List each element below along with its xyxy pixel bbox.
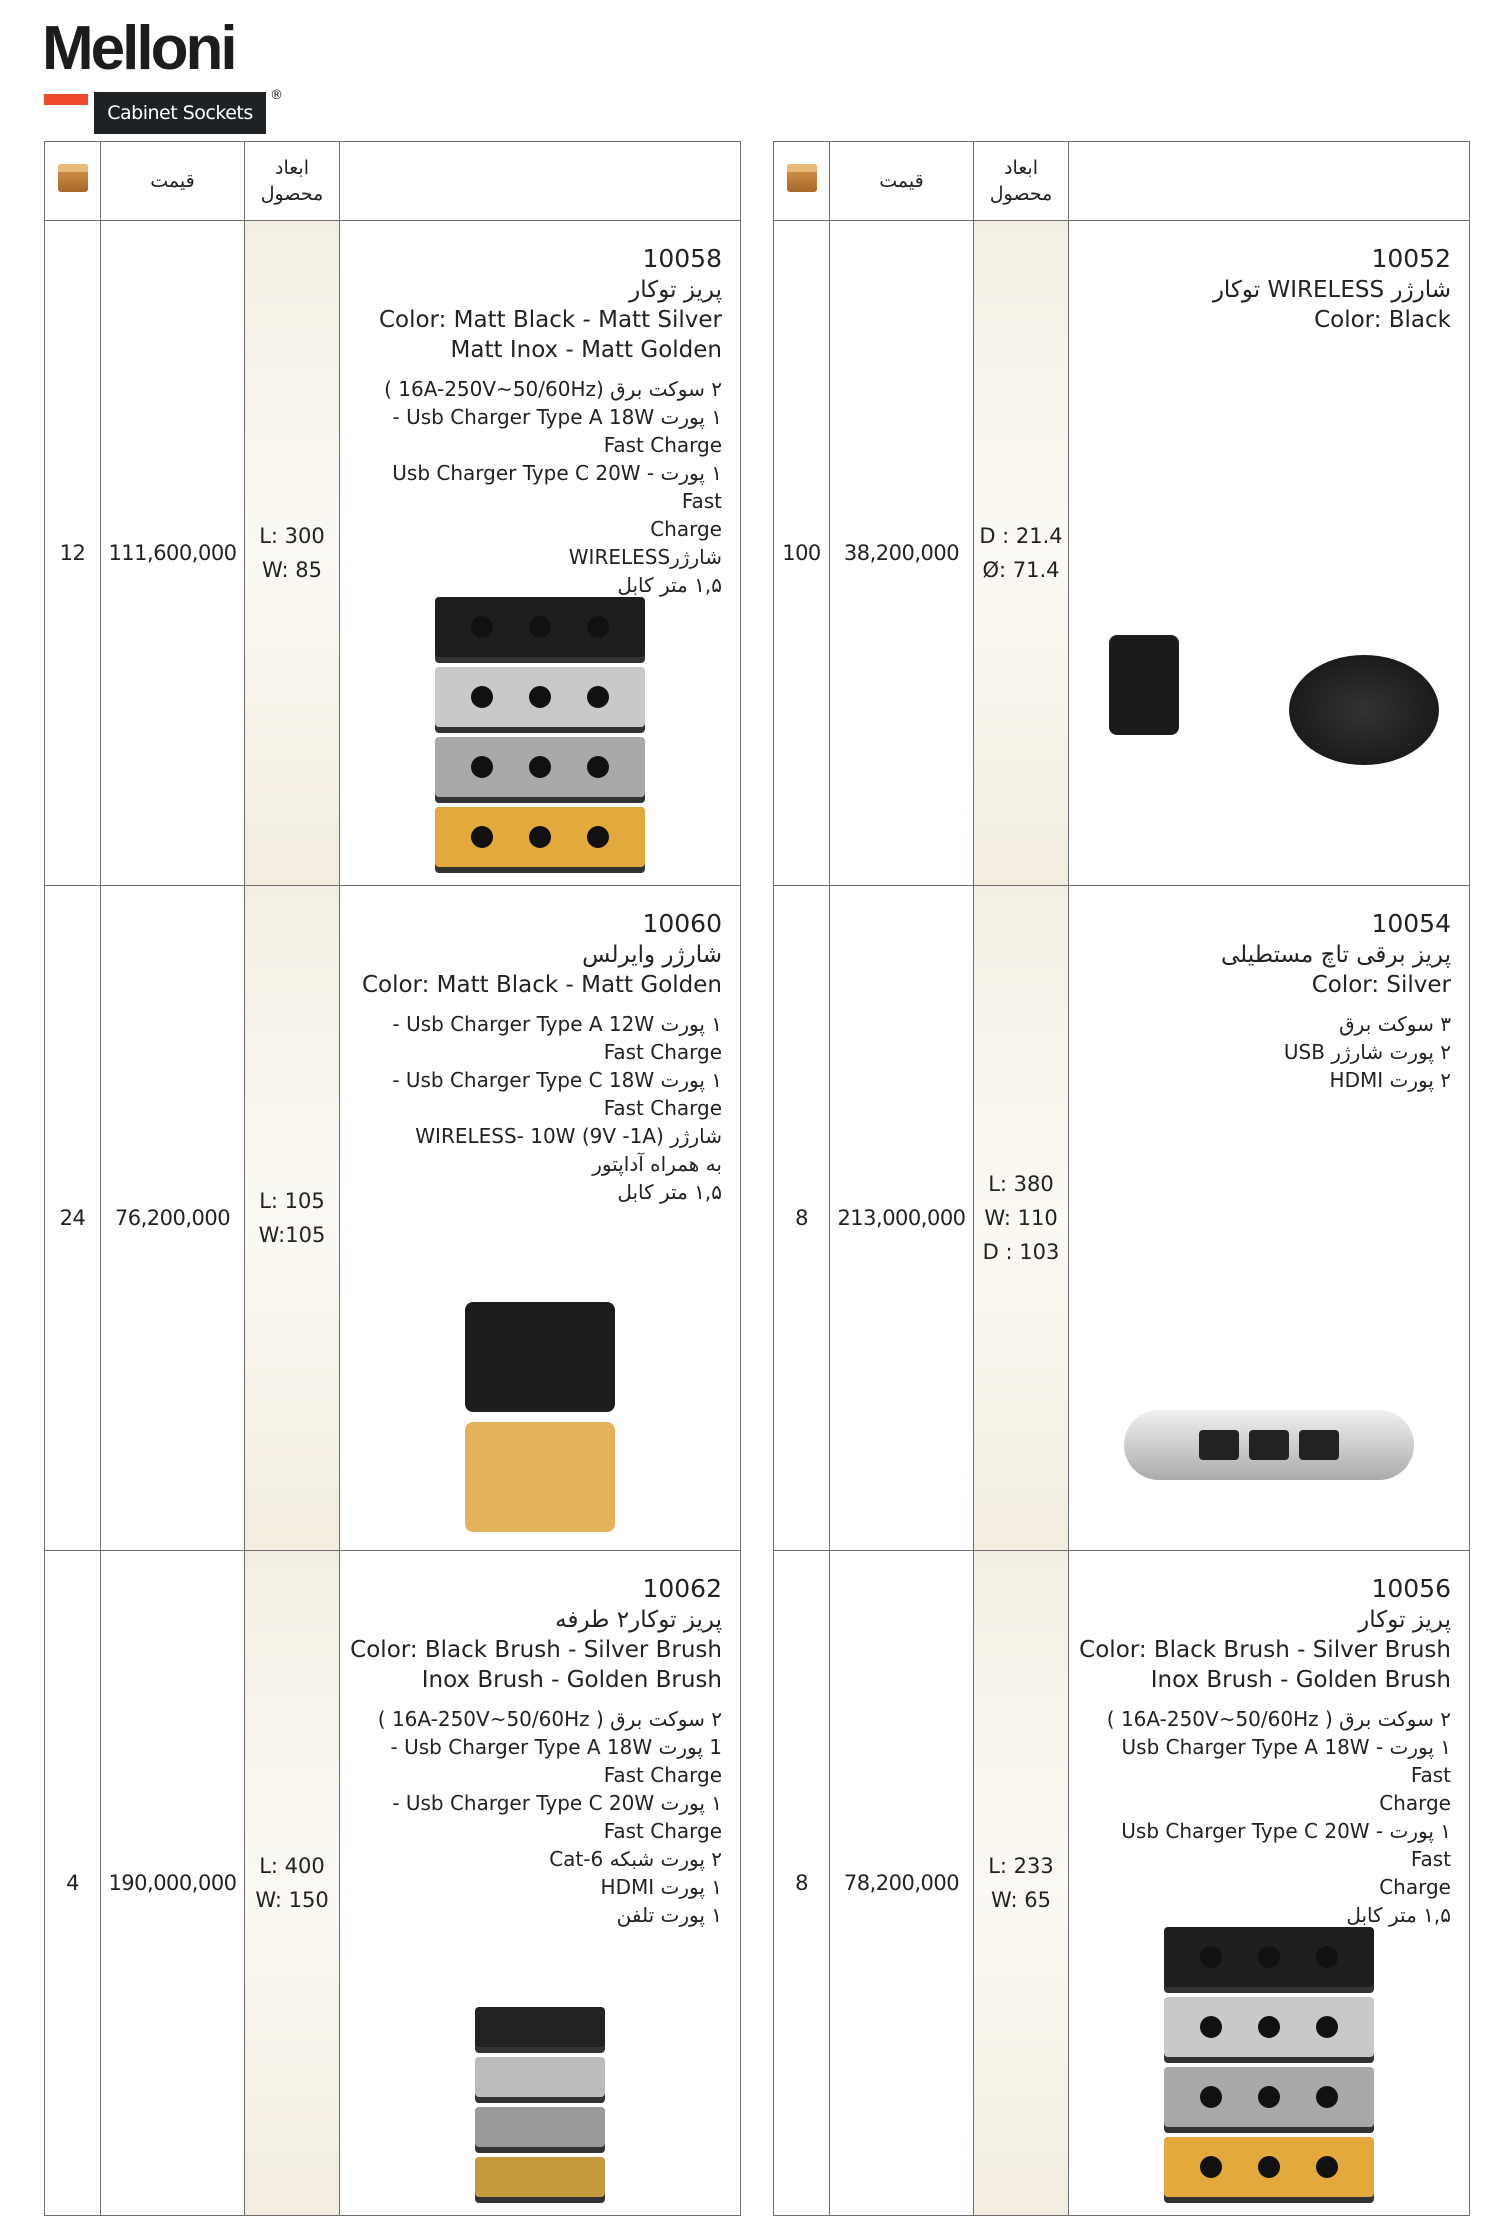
spec-line: Inox Brush - Golden Brush [1150, 1667, 1451, 1693]
spec-line: ۱,۵ متر کابل [1346, 1903, 1451, 1927]
product-description [1069, 1551, 1470, 2216]
brand-logo [42, 14, 302, 128]
product-row [774, 886, 1470, 1551]
spec-line: ۱,۵ متر کابل [617, 1180, 722, 1204]
spec-line: ۱ پورت Usb Charger Type C 20W - Fast [392, 461, 722, 513]
description-header [340, 142, 741, 221]
description-header [1069, 142, 1470, 221]
spec-line: Color: Matt Black - Matt Silver [378, 307, 722, 333]
brand-name: Melloni [42, 14, 235, 83]
price: 213,000,000 [830, 886, 974, 1551]
table-header [45, 142, 741, 221]
spec-line: به همراه آداپتور [592, 1152, 722, 1176]
product-image [340, 1302, 740, 1532]
carton-box-icon [787, 164, 817, 192]
price: 76,200,000 [101, 886, 245, 1551]
box-quantity: 12 [45, 221, 101, 886]
box-quantity: 8 [774, 1551, 830, 2216]
spec-line: ۲ سوکت برق (16A-250V~50/60Hz ) [384, 377, 722, 401]
spec-line: ۱ پورت HDMI [600, 1875, 722, 1899]
dimension-value: L: 105 [259, 1189, 325, 1213]
price-table-right [773, 141, 1470, 2216]
dimension-value: W: 150 [255, 1888, 329, 1912]
product-row [774, 1551, 1470, 2216]
dimension-value: Ø: 71.4 [982, 558, 1060, 582]
product-image [1069, 1410, 1469, 1480]
spec-line: Color: Silver [1311, 972, 1451, 998]
spec-line: ۱ پورت Usb Charger Type A 18W - Fast [1121, 1735, 1451, 1787]
product-description [340, 221, 741, 886]
spec-line: ۱ پورت Usb Charger Type C 18W - [392, 1068, 722, 1092]
product-code: 10056 [1371, 1574, 1451, 1603]
spec-line: ۱ پورت Usb Charger Type A 18W - [392, 405, 722, 429]
dimension-value: D : 103 [982, 1240, 1060, 1264]
spec-line: Fast Charge [603, 1819, 722, 1843]
box-quantity: 24 [45, 886, 101, 1551]
dimension-value: W: 65 [990, 1888, 1051, 1912]
spec-line: ۳ سوکت برق [1339, 1012, 1451, 1036]
price-header: قیمت [101, 142, 245, 221]
spec-line: Fast Charge [603, 1763, 722, 1787]
box-qty-header [774, 142, 830, 221]
spec-line: Color: Black [1314, 307, 1451, 333]
dimensions [974, 886, 1069, 1551]
brand-tagline: Cabinet Sockets [94, 92, 266, 134]
spec-line: ۱ پورت Usb Charger Type C 20W - Fast [1121, 1819, 1451, 1871]
product-image [1069, 1927, 1469, 2197]
box-quantity: 8 [774, 886, 830, 1551]
product-description [340, 886, 741, 1551]
spec-line: ۱,۵ متر کابل [617, 573, 722, 597]
product-description [1069, 221, 1470, 886]
price: 38,200,000 [830, 221, 974, 886]
spec-line: ۲ سوکت برق ( 16A-250V~50/60Hz ) [377, 1707, 722, 1731]
spec-line: ۲ سوکت برق ( 16A-250V~50/60Hz ) [1106, 1707, 1451, 1731]
dimension-value: L: 400 [259, 1854, 325, 1878]
spec-line: پریز توکار۲ طرفه [555, 1607, 722, 1633]
spec-line: شارژر WIRELESS- 10W (9V -1A) [415, 1124, 722, 1148]
dimension-value: L: 300 [259, 524, 325, 548]
product-code: 10054 [1371, 909, 1451, 938]
spec-line: Charge [650, 517, 722, 541]
product-image [340, 2007, 740, 2197]
spec-line: Inox Brush - Golden Brush [421, 1667, 722, 1693]
dimensions-header: ابعاد محصول [974, 142, 1069, 221]
dimensions [245, 1551, 340, 2216]
product-code: 10062 [642, 1574, 722, 1603]
spec-line: ۱ پورت Usb Charger Type C 20W - [392, 1791, 722, 1815]
spec-line: Charge [1379, 1875, 1451, 1899]
product-description [340, 1551, 741, 2216]
price: 190,000,000 [101, 1551, 245, 2216]
spec-line: Color: Matt Black - Matt Golden [361, 972, 722, 998]
product-code: 10052 [1371, 244, 1451, 273]
dimension-value: L: 233 [988, 1854, 1054, 1878]
dimension-value: W: 85 [261, 558, 322, 582]
dimension-value: L: 380 [988, 1172, 1054, 1196]
dimensions [245, 221, 340, 886]
spec-line: Fast Charge [603, 1040, 722, 1064]
price-header: قیمت [830, 142, 974, 221]
spec-line: Charge [1379, 1791, 1451, 1815]
spec-line: شارژرWIRELESS [568, 545, 722, 569]
product-code: 10060 [642, 909, 722, 938]
spec-line: پریز توکار [629, 277, 722, 303]
dimension-value: W:105 [258, 1223, 326, 1247]
product-code: 10058 [642, 244, 722, 273]
dimensions [245, 886, 340, 1551]
registered-mark: ® [270, 88, 283, 103]
table-header [774, 142, 1470, 221]
product-row [774, 221, 1470, 886]
product-row [45, 1551, 741, 2216]
spec-line: Fast Charge [603, 433, 722, 457]
dimensions-header: ابعاد محصول [245, 142, 340, 221]
spec-line: شارژر WIRELESS توکار [1212, 277, 1451, 303]
spec-line: پریز برقی تاچ مستطیلی [1221, 942, 1451, 968]
spec-line: Matt Inox - Matt Golden [450, 337, 722, 363]
carton-box-icon [58, 164, 88, 192]
dimension-value: W: 110 [984, 1206, 1058, 1230]
dimensions [974, 221, 1069, 886]
box-quantity: 100 [774, 221, 830, 886]
product-description [1069, 886, 1470, 1551]
box-qty-header [45, 142, 101, 221]
dimensions [974, 1551, 1069, 2216]
product-row [45, 886, 741, 1551]
price-table-left [44, 141, 741, 2216]
spec-line: ۱ پورت Usb Charger Type A 12W - [392, 1012, 722, 1036]
spec-line: پریز توکار [1358, 1607, 1451, 1633]
spec-line: شارژر وایرلس [582, 942, 722, 968]
spec-line: Color: Black Brush - Silver Brush [1079, 1637, 1451, 1663]
product-row [45, 221, 741, 886]
spec-line: Fast Charge [603, 1096, 722, 1120]
product-image [340, 597, 740, 867]
spec-line: ۲ پورت شارژر USB [1283, 1040, 1451, 1064]
price: 111,600,000 [101, 221, 245, 886]
box-quantity: 4 [45, 1551, 101, 2216]
brand-accent-bar [44, 94, 88, 105]
spec-line: ۱ پورت تلفن [616, 1903, 722, 1927]
spec-line: ۲ پورت HDMI [1329, 1068, 1451, 1092]
price: 78,200,000 [830, 1551, 974, 2216]
spec-line: 1 پورت Usb Charger Type A 18W - [390, 1735, 722, 1759]
spec-line: ۲ پورت شبکه Cat-6 [549, 1847, 722, 1871]
dimension-value: D : 21.4 [979, 524, 1063, 548]
spec-line: Color: Black Brush - Silver Brush [350, 1637, 722, 1663]
